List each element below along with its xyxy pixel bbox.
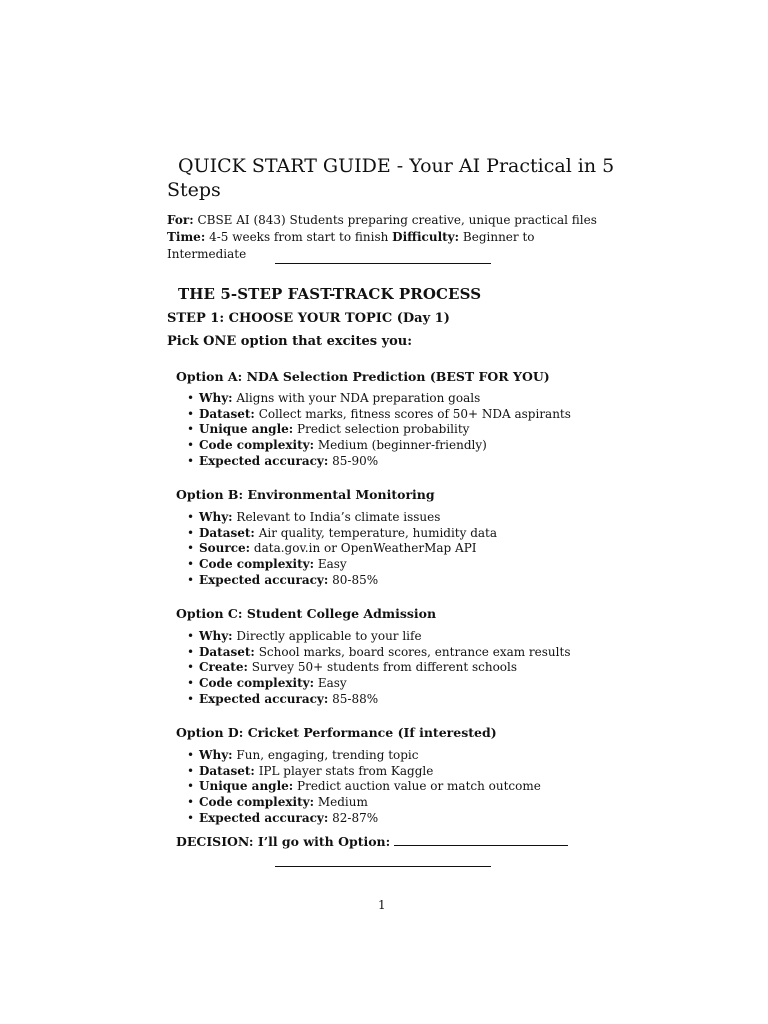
time-value: 4-5 weeks from start to finish bbox=[205, 230, 393, 244]
bullet-item bbox=[199, 438, 571, 454]
bullet-item bbox=[199, 748, 541, 764]
bullet-item bbox=[199, 557, 497, 573]
option-title: Option A: NDA Selection Prediction (BEST FOR YOU) bbox=[176, 369, 550, 384]
bullet-label: Unique angle: bbox=[199, 422, 294, 437]
option-bullets bbox=[199, 510, 497, 589]
bullet-item bbox=[199, 795, 541, 811]
bullet-label: Why: bbox=[199, 748, 233, 762]
bullet-label: Dataset: bbox=[199, 406, 255, 421]
bullet-label: Code complexity: bbox=[199, 676, 315, 691]
bullet-item bbox=[199, 629, 570, 645]
difficulty-value: Beginner to Intermediate bbox=[167, 230, 535, 261]
bullet-label: Create: bbox=[199, 660, 248, 675]
section-title: THE 5-STEP FAST-TRACK PROCESS bbox=[178, 285, 482, 303]
bullet-value: Survey 50+ students from different schools bbox=[247, 660, 518, 675]
decision-blank[interactable] bbox=[394, 833, 568, 846]
bullet-label: Dataset: bbox=[199, 644, 255, 659]
pick-instruction: Pick ONE option that excites you: bbox=[167, 334, 413, 349]
bullet-item bbox=[199, 676, 570, 692]
bullet-label: Expected accuracy: bbox=[199, 691, 329, 706]
bullet-item bbox=[199, 692, 570, 708]
for-label: For: bbox=[167, 213, 194, 227]
bullet-label: Source: bbox=[199, 541, 251, 556]
guide-meta bbox=[167, 212, 607, 263]
option-title: Option B: Environmental Monitoring bbox=[176, 487, 435, 502]
bullet-value: Relevant to India’s climate issues bbox=[232, 510, 441, 524]
bullet-value: Easy bbox=[314, 557, 347, 572]
option-bullets bbox=[199, 391, 571, 470]
bullet-label: Dataset: bbox=[199, 525, 255, 540]
bullet-item bbox=[199, 645, 570, 661]
bullet-value: Easy bbox=[314, 676, 347, 691]
bullet-item bbox=[199, 573, 497, 589]
bullet-item bbox=[199, 764, 541, 780]
bullet-value: School marks, board scores, entrance exam results bbox=[254, 644, 571, 659]
bullet-value: Aligns with your NDA preparation goals bbox=[232, 391, 481, 405]
bullet-item bbox=[199, 811, 541, 827]
bullet-item bbox=[199, 407, 571, 423]
difficulty-label: Difficulty: bbox=[392, 230, 460, 244]
bullet-value: Predict auction value or match outcome bbox=[293, 779, 541, 794]
bullet-label: Code complexity: bbox=[199, 438, 315, 453]
bullet-value: 85-90% bbox=[328, 453, 379, 468]
bullet-item bbox=[199, 526, 497, 542]
bullet-value: Fun, engaging, trending topic bbox=[232, 748, 419, 762]
divider-top bbox=[275, 263, 491, 264]
bullet-item bbox=[199, 779, 541, 795]
bullet-label: Code complexity: bbox=[199, 795, 315, 810]
bullet-value: data.gov.in or OpenWeatherMap API bbox=[250, 541, 477, 556]
bullet-item bbox=[199, 391, 571, 407]
bullet-label: Why: bbox=[199, 391, 233, 405]
bullet-value: 82-87% bbox=[328, 810, 379, 825]
bullet-label: Why: bbox=[199, 629, 233, 643]
bullet-item bbox=[199, 422, 571, 438]
for-value: CBSE AI (843) Students preparing creative, unique practical files bbox=[193, 213, 597, 227]
divider-bottom bbox=[275, 866, 491, 867]
bullet-item bbox=[199, 454, 571, 470]
decision-line bbox=[176, 833, 568, 849]
page-title: QUICK START GUIDE - Your AI Practical in 5 Steps bbox=[167, 155, 615, 201]
step-title: STEP 1: CHOOSE YOUR TOPIC (Day 1) bbox=[167, 311, 450, 326]
bullet-item bbox=[199, 541, 497, 557]
bullet-item bbox=[199, 660, 570, 676]
decision-label: DECISION: I’ll go with Option: bbox=[176, 834, 391, 849]
bullet-value: 85-88% bbox=[328, 691, 379, 706]
option-bullets bbox=[199, 629, 570, 708]
bullet-value: IPL player stats from Kaggle bbox=[254, 763, 434, 778]
bullet-value: 80-85% bbox=[328, 572, 379, 587]
bullet-label: Expected accuracy: bbox=[199, 453, 329, 468]
option-title: Option C: Student College Admission bbox=[176, 606, 437, 621]
bullet-label: Expected accuracy: bbox=[199, 810, 329, 825]
bullet-value: Collect marks, fitness scores of 50+ NDA aspirants bbox=[254, 406, 571, 421]
bullet-value: Directly applicable to your life bbox=[232, 629, 422, 643]
bullet-item bbox=[199, 510, 497, 526]
option-bullets bbox=[199, 748, 541, 827]
option-title: Option D: Cricket Performance (If interested) bbox=[176, 725, 497, 740]
bullet-label: Expected accuracy: bbox=[199, 572, 329, 587]
bullet-value: Air quality, temperature, humidity data bbox=[254, 525, 498, 540]
bullet-label: Code complexity: bbox=[199, 557, 315, 572]
bullet-value: Predict selection probability bbox=[293, 422, 470, 437]
bullet-value: Medium (beginner-friendly) bbox=[314, 438, 487, 453]
bullet-value: Medium bbox=[314, 795, 368, 810]
bullet-label: Why: bbox=[199, 510, 233, 524]
bullet-label: Unique angle: bbox=[199, 779, 294, 794]
time-label: Time: bbox=[167, 230, 206, 244]
page-number: 1 bbox=[378, 898, 386, 912]
bullet-label: Dataset: bbox=[199, 763, 255, 778]
